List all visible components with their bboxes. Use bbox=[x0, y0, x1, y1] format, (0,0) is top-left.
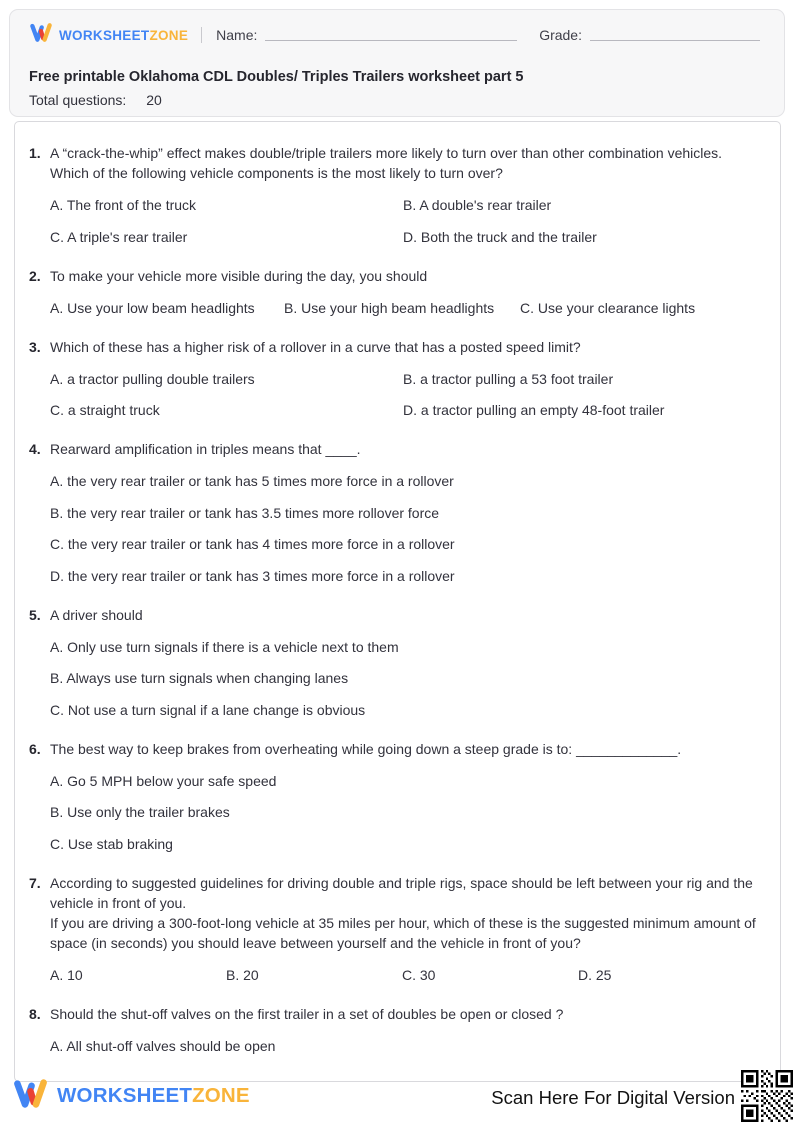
question-text: Should the shut-off valves on the first trailer in a set of doubles be open or closed ? bbox=[50, 1005, 564, 1022]
option: B. the very rear trailer or tank has 3.5 times more rollover force bbox=[50, 504, 440, 521]
question-body bbox=[50, 873, 758, 985]
question-body bbox=[50, 266, 758, 318]
option: D. the very rear trailer or tank has 3 times more force in a rollover bbox=[50, 567, 455, 584]
question-text: The best way to keep brakes from overheating while going down a steep grade is to: _____________. bbox=[50, 740, 682, 757]
footer-brand-name bbox=[57, 1084, 250, 1108]
question-number: 1. bbox=[29, 145, 41, 161]
question-body bbox=[50, 1004, 758, 1056]
footer-brand-logo bbox=[12, 1076, 250, 1116]
option: A. a tractor pulling double trailers bbox=[50, 370, 255, 387]
options-list bbox=[50, 1037, 758, 1056]
brand-name bbox=[59, 28, 188, 43]
question-text: A driver should bbox=[50, 606, 143, 623]
question-5 bbox=[29, 605, 758, 720]
option: B. Use your high beam headlights bbox=[284, 299, 495, 316]
question-3 bbox=[29, 337, 758, 421]
option: D. 25 bbox=[578, 966, 612, 983]
options-grid bbox=[50, 966, 758, 985]
qr-code-icon bbox=[741, 1070, 793, 1122]
worksheet-title: Free printable Oklahoma CDL Doubles/ Triples Trailers worksheet part 5 bbox=[29, 69, 524, 85]
question-7 bbox=[29, 873, 758, 985]
question-body bbox=[50, 143, 758, 247]
options-list bbox=[50, 472, 758, 586]
option: C. 30 bbox=[402, 966, 436, 983]
question-number: 7. bbox=[29, 874, 41, 891]
question-text: Rearward amplification in triples means that ____. bbox=[50, 441, 361, 457]
option: B. A double's rear trailer bbox=[403, 197, 552, 213]
option: A. the very rear trailer or tank has 5 times more force in a rollover bbox=[50, 473, 454, 489]
grade-label: Grade: bbox=[539, 27, 582, 43]
question-body bbox=[50, 739, 758, 854]
question-1 bbox=[29, 143, 758, 247]
question-number: 4. bbox=[29, 441, 41, 457]
question-text-2: If you are driving a 300-foot-long vehicle at 35 miles per hour, which of these is the suggested minimum amount of space (in seconds) you should leave between yourself and the vehicle in front of you? bbox=[50, 914, 756, 951]
option: A. The front of the truck bbox=[50, 197, 197, 213]
brand-mark-icon bbox=[29, 21, 53, 49]
total-questions-label: Total questions: bbox=[29, 92, 127, 108]
question-text: Which of these has a higher risk of a rollover in a curve that has a posted speed limit? bbox=[50, 338, 581, 355]
brand-logo bbox=[29, 21, 188, 49]
option: A. Only use turn signals if there is a vehicle next to them bbox=[50, 638, 399, 655]
brand-word-zone: ZONE bbox=[149, 27, 189, 43]
option: C. a straight truck bbox=[50, 402, 160, 418]
options-grid bbox=[50, 370, 758, 421]
option: C. Use stab braking bbox=[50, 835, 173, 852]
question-number: 2. bbox=[29, 267, 41, 284]
options-grid bbox=[50, 299, 758, 318]
question-number: 6. bbox=[29, 740, 41, 757]
question-2 bbox=[29, 266, 758, 318]
option: A. 10 bbox=[50, 966, 83, 983]
total-questions-value: 20 bbox=[146, 92, 162, 108]
scan-here-label: Scan Here For Digital Version bbox=[491, 1087, 735, 1108]
option: A. Go 5 MPH below your safe speed bbox=[50, 772, 277, 789]
option: C. the very rear trailer or tank has 4 times more force in a rollover bbox=[50, 536, 455, 552]
brand-word-zone: ZONE bbox=[192, 1084, 250, 1107]
question-8 bbox=[29, 1004, 758, 1056]
question-text: A “crack-the-whip” effect makes double/triple trailers more likely to turn over than other combination vehicles. Which of the following vehicle components is the most likely to turn over? bbox=[50, 145, 723, 181]
option: A. Use your low beam headlights bbox=[50, 299, 255, 316]
question-text: According to suggested guidelines for driving double and triple rigs, space should be left between your rig and the vehicle in front of you. bbox=[50, 874, 753, 911]
option: B. Always use turn signals when changing lanes bbox=[50, 670, 349, 686]
brand-word-worksheet: WORKSHEET bbox=[57, 1084, 193, 1107]
name-input-line[interactable] bbox=[265, 29, 517, 41]
options-list bbox=[50, 772, 758, 854]
question-body bbox=[50, 337, 758, 421]
option: C. Use your clearance lights bbox=[520, 299, 696, 316]
header-card bbox=[9, 9, 785, 117]
question-4 bbox=[29, 439, 758, 586]
total-questions-row bbox=[29, 92, 760, 108]
questions-card bbox=[14, 121, 781, 1082]
question-number: 8. bbox=[29, 1005, 41, 1022]
option: A. All shut-off valves should be open bbox=[50, 1037, 276, 1054]
question-body bbox=[50, 439, 758, 586]
brand-mark-icon bbox=[12, 1076, 49, 1116]
grade-input-line[interactable] bbox=[590, 29, 760, 41]
option: D. a tractor pulling an empty 48-foot trailer bbox=[403, 402, 665, 418]
brand-word-worksheet: WORKSHEET bbox=[59, 27, 150, 43]
question-body bbox=[50, 605, 758, 720]
option: B. 20 bbox=[226, 966, 259, 983]
option: B. Use only the trailer brakes bbox=[50, 804, 230, 820]
question-number: 5. bbox=[29, 606, 41, 623]
name-label: Name: bbox=[216, 27, 258, 43]
option: C. Not use a turn signal if a lane change is obvious bbox=[50, 701, 366, 718]
question-6 bbox=[29, 739, 758, 854]
question-text: To make your vehicle more visible during the day, you should bbox=[50, 267, 428, 284]
option: D. Both the truck and the trailer bbox=[403, 228, 597, 245]
options-grid bbox=[50, 196, 758, 247]
question-number: 3. bbox=[29, 338, 41, 355]
options-list bbox=[50, 638, 758, 720]
option: C. A triple's rear trailer bbox=[50, 228, 188, 245]
header-divider bbox=[201, 27, 202, 43]
option: B. a tractor pulling a 53 foot trailer bbox=[403, 370, 614, 387]
header-row bbox=[29, 23, 760, 47]
